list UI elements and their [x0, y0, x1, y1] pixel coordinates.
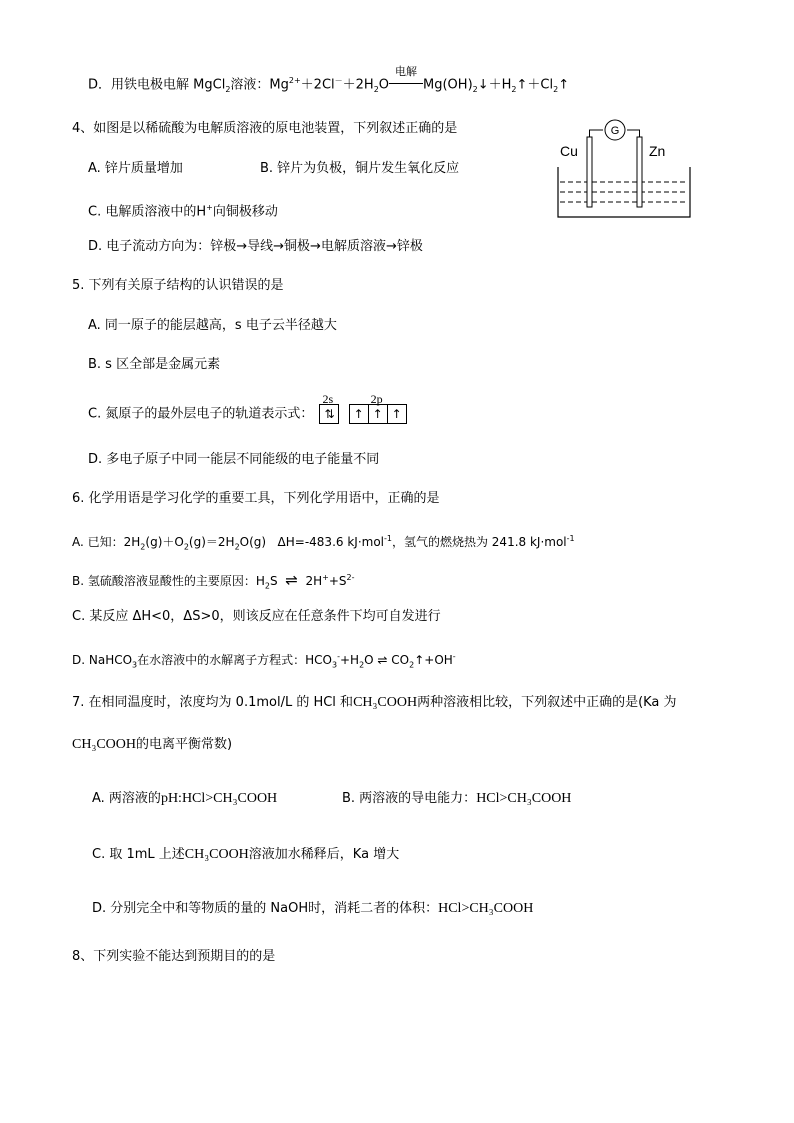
q4-option-b: B. 锌片为负极，铜片发生氧化反应: [260, 161, 460, 176]
copper-electrode: [587, 137, 592, 207]
q6-option-d: D. NaHCO$_3$在水溶液中的水解离子方程式：$HCO_3^-+H_2O$ ⇌ $CO_2↑+OH^-$: [72, 652, 456, 670]
orbital-box-up: ↑: [349, 404, 369, 424]
cu-label: Cu: [560, 143, 578, 159]
q6-option-a: A. 已知：$2H_2(g)+O_2(g)=2H_2O(g)$ ΔH=-483.6 kJ·mol$^{-1}$，氢气的燃烧热为 241.8 kJ·mol$^{-1}$: [72, 534, 575, 552]
galvanometer-label: G: [610, 125, 620, 137]
galvanic-cell-figure: [555, 112, 695, 222]
q4-option-c: C. 电解质溶液中的H+向铜极移动: [88, 203, 278, 220]
wire: [590, 130, 604, 137]
q8-stem: 8、下列实验不能达到预期目的的是: [72, 949, 276, 964]
q5-option-a: A. 同一原子的能层越高，s 电子云半径越大: [88, 318, 337, 333]
zn-label: Zn: [649, 143, 666, 159]
orbital-2p: 2p ↑ ↑ ↑: [349, 404, 406, 424]
q7-stem-line2: CH₃COOH的电离平衡常数): [72, 737, 233, 752]
orbital-box-paired: ⇅: [319, 404, 339, 424]
electrolysis-condition: 电解: [389, 76, 423, 94]
q7-option-c: C. 取 1mL 上述CH₃COOH溶液加水稀释后，Ka 增大: [92, 847, 400, 862]
q5-option-d: D. 多电子原子中同一能层不同能级的电子能量不同: [88, 452, 380, 467]
q7-option-d: D. 分别完全中和等物质的量的 NaOH时，消耗二者的体积：HCl>CH₃COOH: [92, 901, 534, 916]
q4-stem: 4、如图是以稀硫酸为电解质溶液的原电池装置，下列叙述正确的是: [72, 121, 458, 136]
q6-option-c: C. 某反应 ΔH<0，ΔS>0，则该反应在任意条件下均可自发进行: [72, 609, 441, 624]
q5-option-c: C. 氮原子的最外层电子的轨道表示式： 2s ⇅ 2p ↑ ↑ ↑: [88, 404, 406, 424]
q6-stem: 6. 化学用语是学习化学的重要工具，下列化学用语中，正确的是: [72, 491, 440, 506]
q7-stem-line1: 7. 在相同温度时，浓度均为 0.1mol/L 的 HCl 和CH₃COOH两种溶液相比较，下列叙述中正确的是(Ka 为: [72, 695, 677, 710]
zinc-electrode: [637, 137, 642, 207]
q4-option-a: A. 锌片质量增加: [88, 161, 183, 176]
wire: [627, 130, 640, 137]
orbital-box-up: ↑: [387, 404, 407, 424]
q3-option-d: D．用铁电极电解 MgCl$_2$溶液：$Mg^{2+}+2Cl^-+2H_2O$ 电解 $Mg(OH)_2↓+H_2↑+Cl_2↑$: [88, 65, 570, 94]
q5-option-b: B. s 区全部是金属元素: [88, 357, 221, 372]
orbital-box-up: ↑: [368, 404, 388, 424]
q5-stem: 5. 下列有关原子结构的认识错误的是: [72, 278, 284, 293]
orbital-2s: 2s ⇅: [319, 404, 338, 424]
q7-option-a: A. 两溶液的pH:HCl>CH₃COOH: [92, 791, 278, 806]
q4-option-d: D. 电子流动方向为：锌极→导线→铜极→电解质溶液→锌极: [88, 239, 423, 254]
q6-option-b: B. 氢硫酸溶液显酸性的主要原因：$H_2S$ ⇌ $2H^++S^{2-}$: [72, 571, 355, 591]
q7-option-b: B. 两溶液的导电能力：HCl>CH₃COOH: [342, 791, 572, 806]
